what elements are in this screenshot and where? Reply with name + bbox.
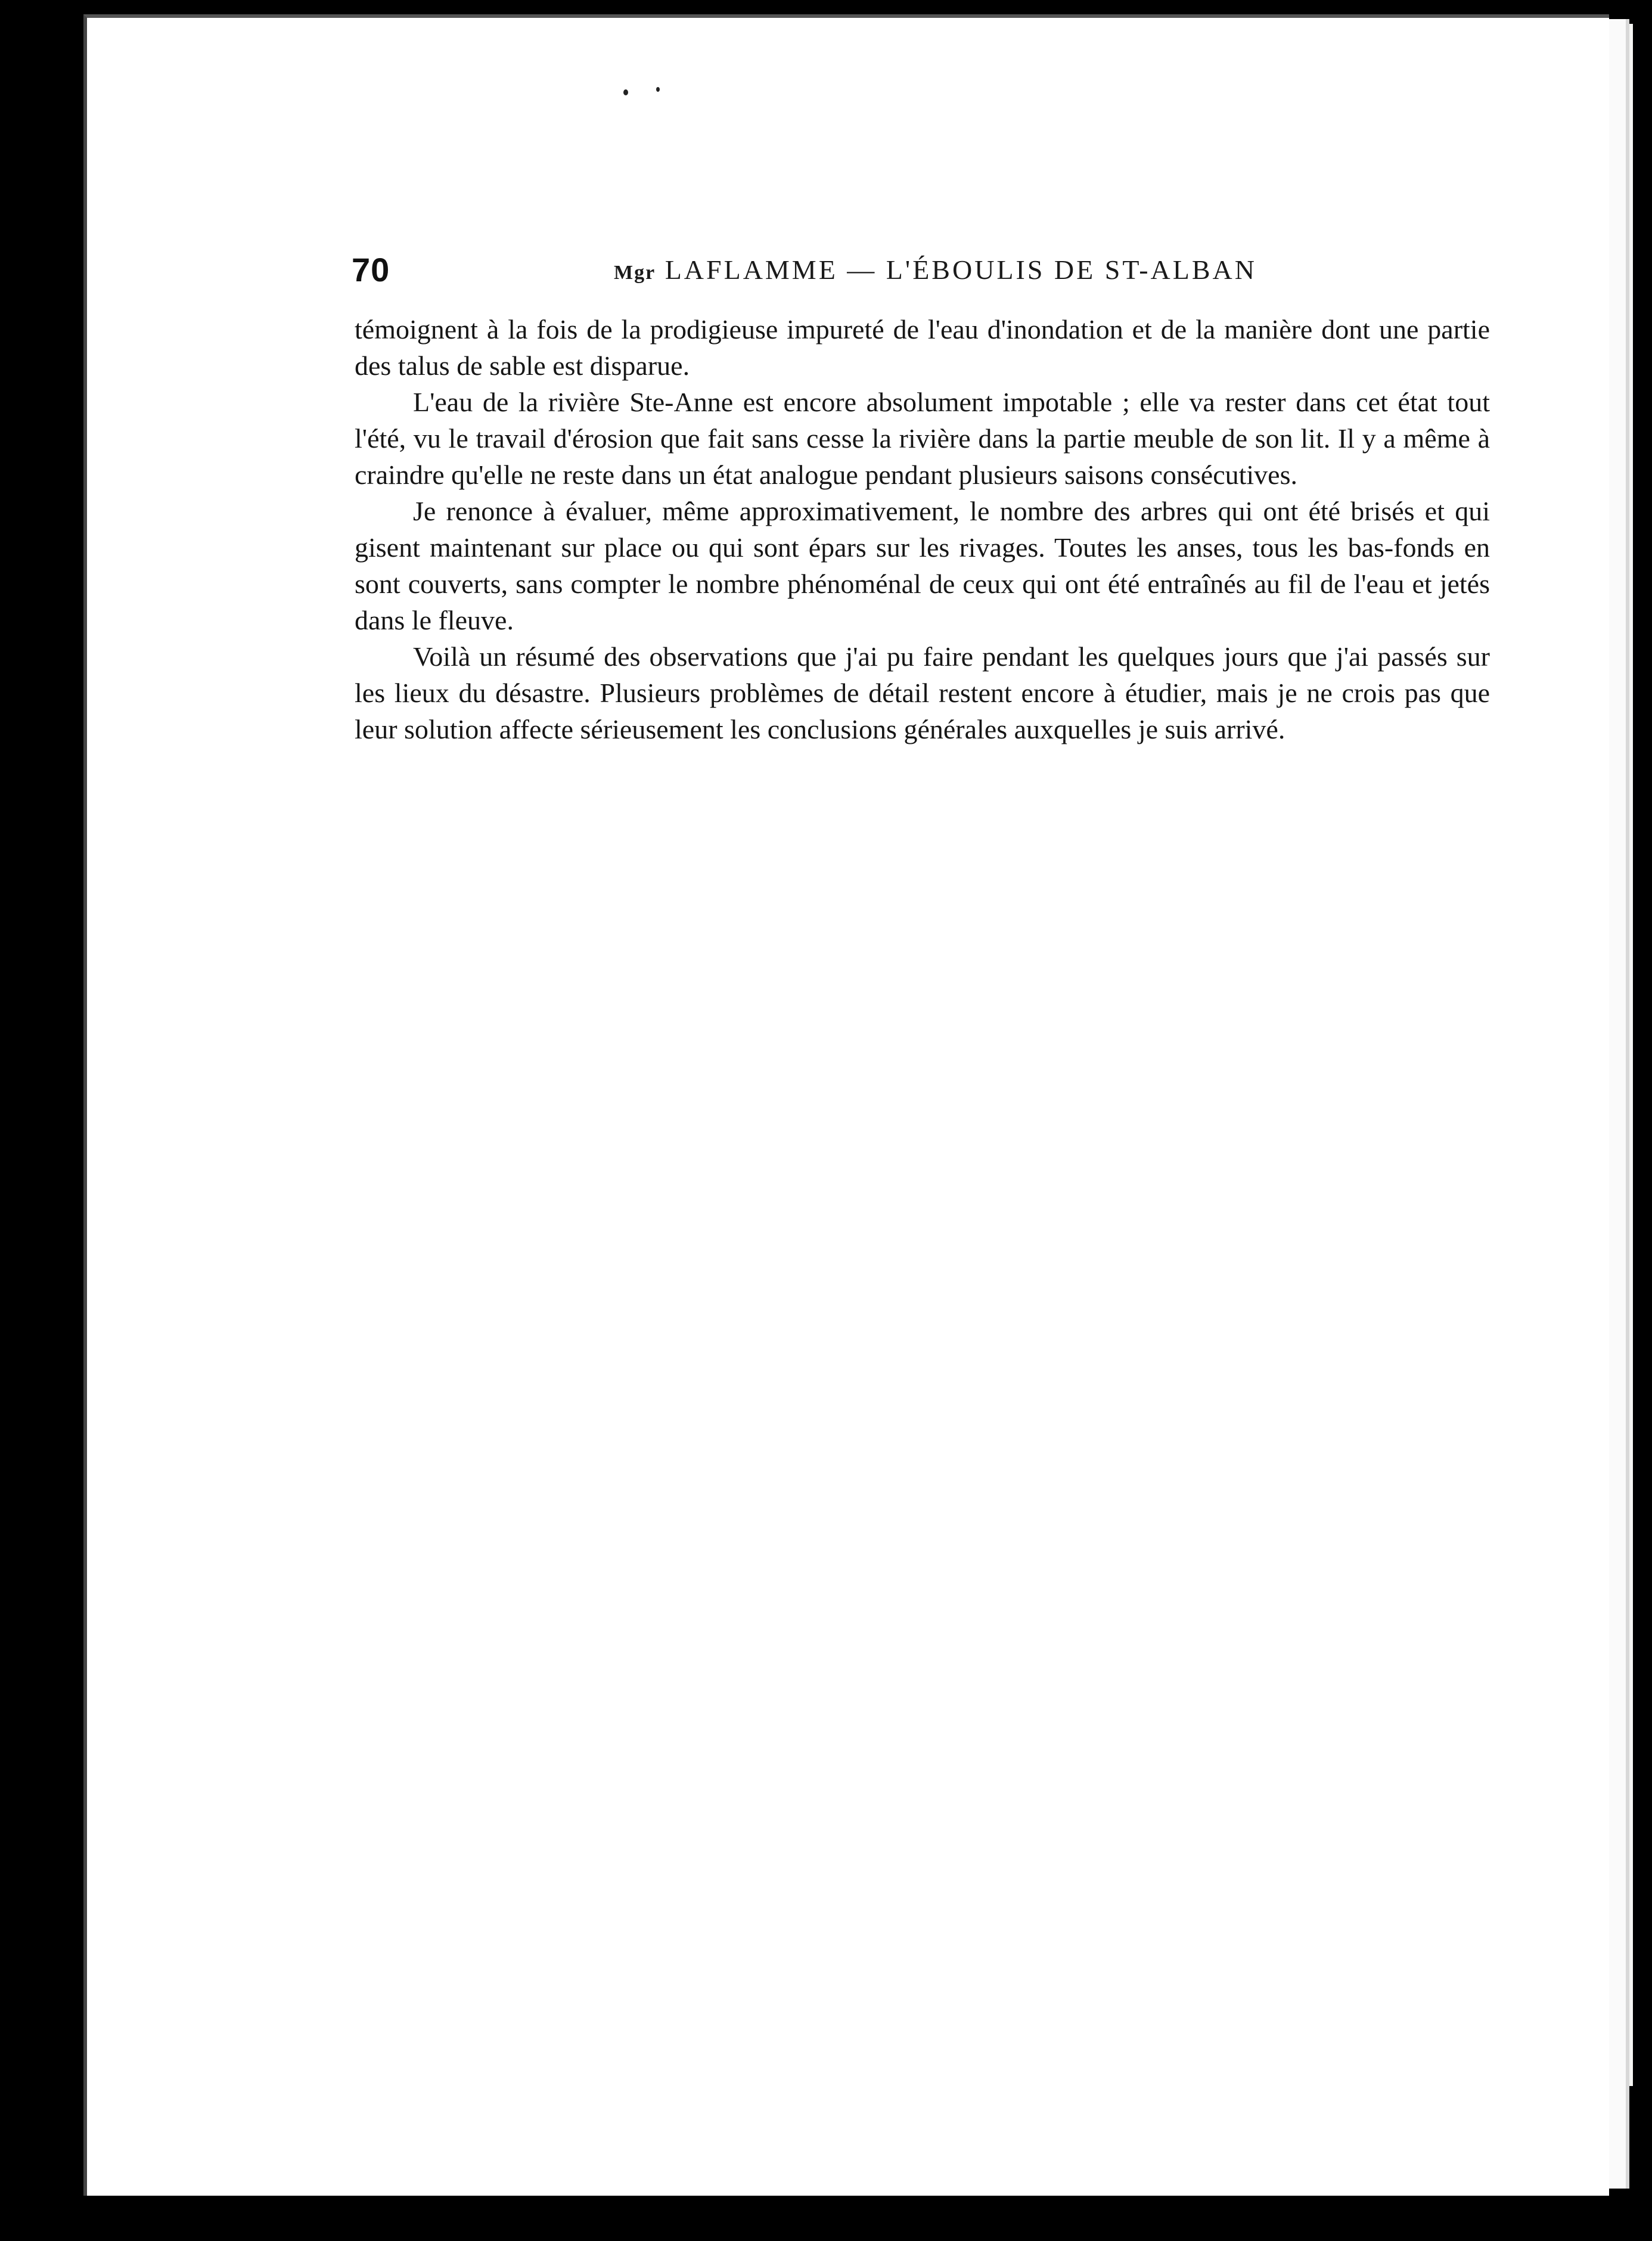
running-head-prefix: Mgr xyxy=(614,262,656,284)
paragraph: témoignent à la fois de la prodigieuse impureté de l'eau d'inondation et de la manière dont une partie des talus de sable est disparue. xyxy=(355,314,1490,381)
paragraph: Je renonce à évaluer, même approximativement, le nombre des arbres qui ont été brisés et qui gisent maintenant sur place ou qui sont épars sur les rivages. Toutes les anses, tous les bas-fonds en sont couverts, sans compter le nombre phénoménal de ceux qui ont été entraînés au fil de l'eau et jetés dans le fleuve. xyxy=(355,496,1490,635)
paragraph: L'eau de la rivière Ste-Anne est encore absolument impotable ; elle va rester dans cet état tout l'été, vu le travail d'érosion que fait sans cesse la rivière dans la partie meuble de son lit. Il y a même à craindre qu'elle ne reste dans un état analogue pendant plusieurs saisons consécutives. xyxy=(355,387,1490,490)
scan-speck xyxy=(656,87,660,92)
page-number: 70 xyxy=(352,251,390,288)
page-header xyxy=(352,250,1496,286)
body-text xyxy=(355,311,1490,747)
running-head-title: LAFLAMME — L'ÉBOULIS DE ST-ALBAN xyxy=(664,254,1257,285)
paragraph: Voilà un résumé des observations que j'ai pu faire pendant les quelques jours que j'ai passés sur les lieux du désastre. Plusieurs problèmes de détail restent encore à étudier, mais je ne crois pas que leur solution affecte sérieusement les conclusions générales auxquelles je suis arrivé. xyxy=(355,641,1490,744)
running-head xyxy=(614,254,1257,285)
scan-speck xyxy=(623,89,628,95)
